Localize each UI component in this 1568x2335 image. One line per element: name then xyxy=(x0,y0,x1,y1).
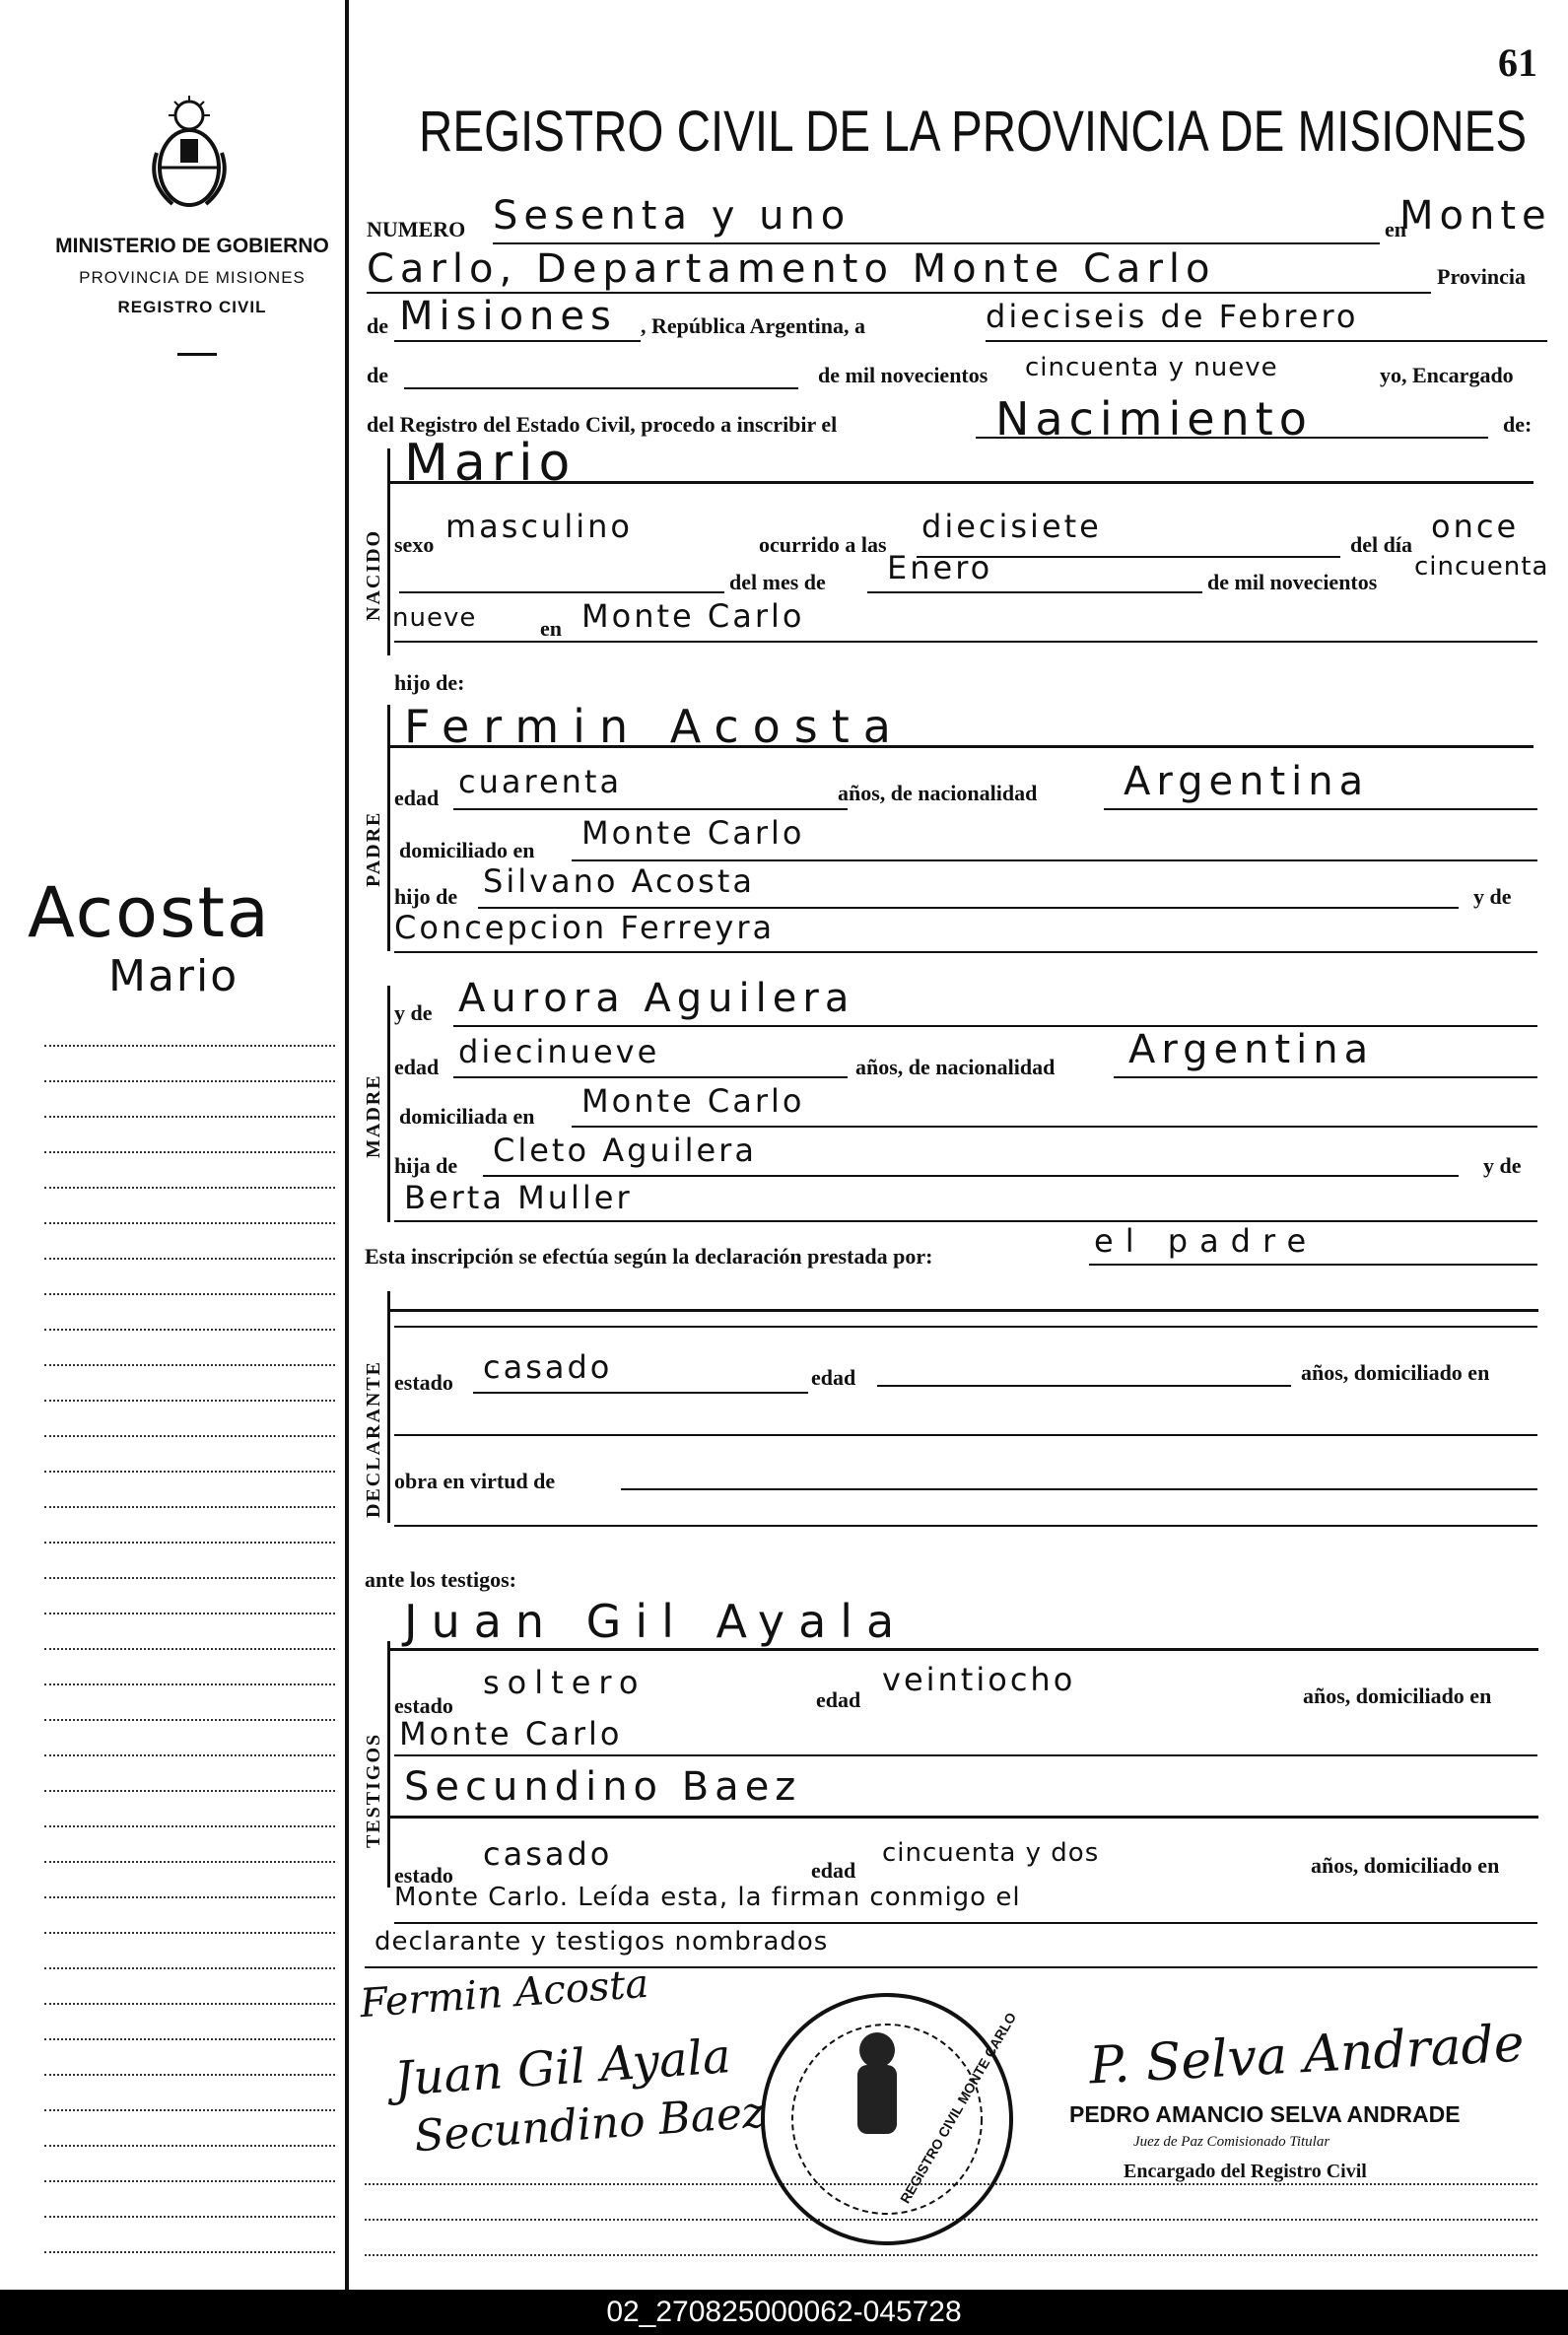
madre-y-de-label-2: y de xyxy=(1483,1153,1522,1178)
madre-dom-value: Monte Carlo xyxy=(581,1082,805,1120)
margin-dotted-line xyxy=(44,1719,335,1721)
padre-dom-label: domiciliado en xyxy=(399,838,535,862)
mil-label: de mil novecientos xyxy=(818,363,989,387)
testigo-2-anos-label: años, domiciliado en xyxy=(1311,1853,1500,1878)
madre-y-de-label: y de xyxy=(394,1000,433,1025)
margin-dotted-line xyxy=(44,1896,335,1898)
margin-dotted-line xyxy=(44,1080,335,1082)
margin-dotted-line xyxy=(44,2038,335,2040)
ministry-registry: REGISTRO CIVIL xyxy=(117,298,267,316)
margin-surname: Acosta xyxy=(28,872,271,953)
margin-dotted-line xyxy=(44,2145,335,2147)
madre-father-value: Cleto Aguilera xyxy=(493,1132,757,1169)
padre-father-value: Silvano Acosta xyxy=(483,862,755,900)
nacido-name: Mario xyxy=(404,434,577,493)
official-seal-icon xyxy=(749,1981,1035,2257)
del-dia-label: del día xyxy=(1350,532,1412,557)
margin-dotted-line xyxy=(44,2074,335,2076)
padre-y-de-label: y de xyxy=(1473,884,1512,909)
madre-hija-de-label: hija de xyxy=(394,1153,458,1178)
madre-side-label: MADRE xyxy=(363,1073,384,1158)
nacido-place: Monte Carlo xyxy=(581,597,805,635)
margin-dotted-line xyxy=(44,1116,335,1118)
testigos-ante-label: ante los testigos: xyxy=(365,1567,516,1592)
place-continuation: Carlo, Departamento Monte Carlo xyxy=(367,246,1216,292)
padre-dom-value: Monte Carlo xyxy=(581,814,805,852)
margin-dotted-line xyxy=(44,1825,335,1827)
declarante-edad-label: edad xyxy=(811,1365,856,1390)
testigo-1-edad: veintiocho xyxy=(882,1661,1076,1698)
seal-text: REGISTRO CIVIL MONTE CARLO xyxy=(897,2009,1020,2206)
margin-dotted-line xyxy=(44,1648,335,1650)
testigo-1-name: Juan Gil Ayala xyxy=(404,1595,909,1648)
nacido-year-value: cincuenta xyxy=(1414,552,1549,582)
testigos-side-label: TESTIGOS xyxy=(363,1732,384,1848)
testigo-2-name: Secundino Baez xyxy=(404,1764,802,1810)
margin-dotted-line xyxy=(44,1577,335,1579)
testigo-1-anos-label: años, domiciliado en xyxy=(1303,1683,1492,1708)
place-value: Monte xyxy=(1399,193,1552,239)
hijo-label: hijo de: xyxy=(394,670,465,695)
signature-declarante: Fermin Acosta xyxy=(358,1960,650,2027)
margin-dotted-line xyxy=(44,2003,335,2005)
ocurrido-label: ocurrido a las xyxy=(759,532,887,557)
margin-dotted-line xyxy=(44,1364,335,1366)
sexo-label: sexo xyxy=(394,532,435,557)
margin-dotted-line xyxy=(44,1683,335,1685)
month-value: Enero xyxy=(887,549,993,586)
padre-nac-label: años, de nacionalidad xyxy=(838,781,1038,805)
declarante-side-label: DECLARANTE xyxy=(363,1359,384,1518)
page-margin-line xyxy=(345,0,349,2290)
del-mes-label: del mes de xyxy=(729,570,826,594)
declarante-obra-label: obra en virtud de xyxy=(394,1469,556,1493)
year-value: cincuenta y nueve xyxy=(1025,353,1278,382)
padre-edad-value: cuarenta xyxy=(458,763,623,800)
date-value: dieciseis de Febrero xyxy=(986,298,1359,335)
declaracion-value: el padre xyxy=(1094,1222,1319,1260)
testigo-1-edad-label: edad xyxy=(816,1687,861,1712)
official-title-1: Juez de Paz Comisionado Titular xyxy=(1133,2134,1330,2150)
margin-dotted-line xyxy=(44,1293,335,1295)
margin-dotted-line xyxy=(44,1329,335,1331)
margin-dotted-line xyxy=(44,1471,335,1473)
declarante-anos-label: años, domiciliado en xyxy=(1301,1360,1490,1385)
madre-nac-value: Argentina xyxy=(1128,1027,1375,1072)
testigo-1-estado-label: estado xyxy=(394,1693,453,1718)
margin-dotted-line xyxy=(44,1258,335,1260)
testigo-1-estado: soltero xyxy=(483,1664,647,1701)
padre-side-label: PADRE xyxy=(363,810,384,887)
en-label: en xyxy=(1385,217,1406,241)
ministry-name: MINISTERIO DE GOBIERNO xyxy=(55,235,329,257)
republica-label: , República Argentina, a xyxy=(641,313,865,338)
padre-name: Fermin Acosta xyxy=(404,700,905,753)
nacido-side-label: NACIDO xyxy=(363,528,384,621)
document-title: REGISTRO CIVIL DE LA PROVINCIA DE MISIONES xyxy=(419,100,1528,164)
testigo-2-edad-label: edad xyxy=(811,1858,856,1883)
margin-dotted-line xyxy=(44,1754,335,1756)
testigo-2-estado: casado xyxy=(483,1835,613,1873)
margin-dotted-line xyxy=(44,1542,335,1544)
hour-value: diecisiete xyxy=(921,508,1102,545)
madre-mother-value: Berta Muller xyxy=(404,1179,633,1216)
testigo-2-edad: cincuenta y dos xyxy=(882,1838,1100,1868)
ministry-divider xyxy=(177,353,217,356)
nacido-year-cont: nueve xyxy=(392,603,477,633)
day-value: once xyxy=(1431,508,1520,545)
margin-dotted-line xyxy=(44,1790,335,1792)
province-value: Misiones xyxy=(399,294,617,339)
margin-name: Mario xyxy=(108,951,239,1001)
padre-edad-label: edad xyxy=(394,786,440,810)
madre-nac-label: años, de nacionalidad xyxy=(855,1055,1056,1079)
margin-dotted-line xyxy=(44,2251,335,2253)
ministry-province: PROVINCIA DE MISIONES xyxy=(79,268,306,287)
testigo-2-dom: Monte Carlo. Leída esta, la firman conmigo el xyxy=(394,1883,1021,1912)
margin-dotted-line xyxy=(44,1967,335,1969)
sexo-value: masculino xyxy=(445,508,633,545)
official-title-2: Encargado del Registro Civil xyxy=(1124,2161,1367,2182)
image-id-footer: 02_270825000062-045728 xyxy=(0,2290,1568,2335)
act-value: Nacimiento xyxy=(995,392,1313,446)
nacido-mil-label: de mil novecientos xyxy=(1207,570,1378,594)
testigo-2-estado-label: estado xyxy=(394,1863,453,1888)
margin-dotted-line xyxy=(44,1187,335,1189)
margin-dotted-line xyxy=(44,1435,335,1437)
madre-edad-value: diecinueve xyxy=(458,1033,660,1070)
official-name: PEDRO AMANCIO SELVA ANDRADE xyxy=(1069,2101,1461,2127)
del-registro-label: del Registro del Estado Civil, procedo a inscribir el xyxy=(367,412,838,437)
madre-edad-label: edad xyxy=(394,1055,440,1079)
madre-dom-label: domiciliada en xyxy=(399,1104,535,1129)
margin-dotted-line xyxy=(44,1932,335,1934)
provincia-label: Provincia xyxy=(1437,264,1527,289)
de-label: de xyxy=(367,313,388,338)
margin-dotted-line xyxy=(44,1400,335,1402)
nacido-en-label: en xyxy=(540,616,562,641)
signature-testigo-1: Juan Gil Ayala xyxy=(392,2028,733,2107)
testigo-2-dom-cont: declarante y testigos nombrados xyxy=(375,1927,829,1957)
encargado-label: yo, Encargado xyxy=(1380,363,1514,387)
numero-label: NUMERO xyxy=(367,217,466,241)
margin-dotted-line xyxy=(44,1045,335,1047)
madre-name: Aurora Aguilera xyxy=(458,976,855,1021)
padre-nac-value: Argentina xyxy=(1124,759,1370,804)
coat-of-arms-icon xyxy=(143,94,237,212)
margin-dotted-line xyxy=(44,2216,335,2218)
numero-value: Sesenta y uno xyxy=(493,193,852,239)
margin-dotted-line xyxy=(44,1613,335,1614)
margin-dotted-line xyxy=(44,1506,335,1508)
declarante-estado-value: casado xyxy=(483,1348,613,1386)
padre-mother-value: Concepcion Ferreyra xyxy=(394,909,776,946)
testigo-1-dom: Monte Carlo xyxy=(399,1715,623,1752)
margin-dotted-line xyxy=(44,1222,335,1224)
declarante-estado-label: estado xyxy=(394,1370,453,1395)
margin-dotted-line xyxy=(44,1861,335,1863)
padre-hijo-de-label: hijo de xyxy=(394,884,458,909)
declaracion-label: Esta inscripción se efectúa según la declaración prestada por: xyxy=(365,1244,933,1269)
signature-testigo-2: Secundino Baez xyxy=(412,2087,767,2163)
de-label-2: de xyxy=(367,363,388,387)
margin-dotted-line xyxy=(44,2180,335,2182)
official-signature: P. Selva Andrade xyxy=(1087,2014,1526,2096)
margin-dotted-line xyxy=(44,1151,335,1153)
margin-dotted-line xyxy=(44,2109,335,2111)
page-number: 61 xyxy=(1498,40,1537,85)
de-colon: de: xyxy=(1503,412,1533,437)
